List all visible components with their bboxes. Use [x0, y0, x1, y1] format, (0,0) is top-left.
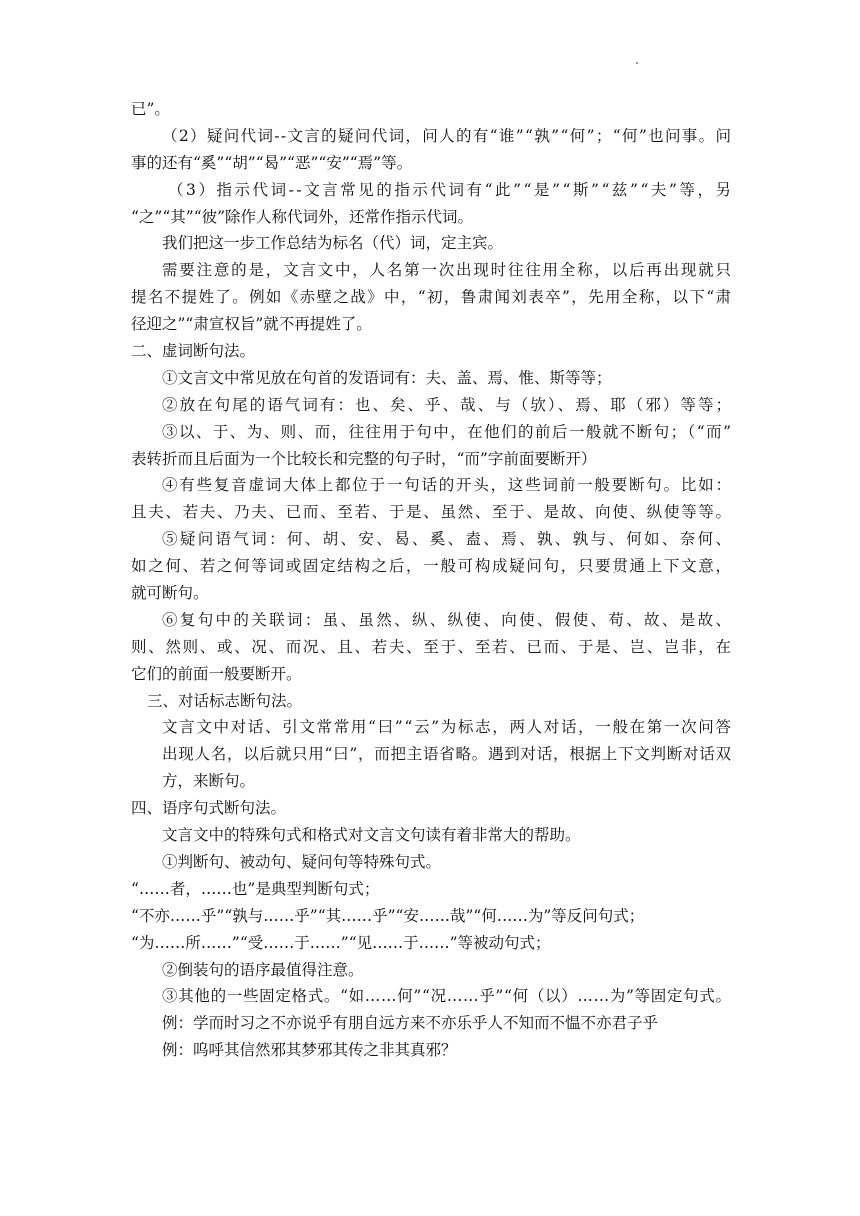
- text-line: “不亦……乎”“孰与……乎”“其……乎”“安……哉”“何……为”等反问句式；: [131, 906, 645, 925]
- text-line: （2）疑问代词--文言的疑问代词，问人的有“谁”“孰”“何”；“何”也问事。问: [162, 126, 733, 145]
- text-line: 方，来断句。: [162, 772, 256, 791]
- text-line: ①文言文中常见放在句首的发语词有：夫、盖、焉、惟、斯等等；: [162, 368, 612, 387]
- text-line: 如之何、若之何等词或固定结构之后，一般可构成疑问句，只要贯通上下文意，: [131, 557, 733, 576]
- text-line: ⑥复句中的关联词：虽、虽然、纵、纵使、向使、假使、苟、故、是故、: [162, 610, 734, 629]
- text-line: 径迎之”“肃宣权旨”就不再提姓了。: [131, 315, 372, 334]
- text-line: 出现人名，以后就只用“曰”，而把主语省略。遇到对话，根据上下文判断对话双: [162, 745, 732, 764]
- text-line: 二、虚词断句法。: [131, 342, 256, 361]
- header-dot: [636, 62, 638, 64]
- text-line: 则、然则、或、况、而况、且、若夫、至于、至若、已而、于是、岂、岂非，在: [131, 637, 733, 656]
- text-line: 例：呜呼其信然邪其梦邪其传之非其真邪？: [162, 1041, 457, 1060]
- text-line: “……者，……也”是典型判断句式；: [131, 879, 380, 898]
- text-line: 就可断句。: [131, 584, 209, 603]
- text-line: 文言文中对话、引文常常用“曰”“云”为标志，两人对话，一般在第一次问答: [162, 718, 733, 737]
- text-line: 我们把这一步工作总结为标名（代）词，定主宾。: [162, 234, 504, 253]
- text-line: ⑤疑问语气词：何、胡、安、曷、奚、盍、焉、孰、孰与、何如、奈何、: [162, 530, 734, 549]
- text-line: 它们的前面一般要断开。: [131, 664, 302, 683]
- text-line: ③其他的一些固定格式。“如……何”“况……乎”“何（以）……为”等固定句式。: [162, 987, 732, 1006]
- text-line: 事的还有“奚”“胡”“曷”“恶”“安”“焉”等。: [131, 153, 413, 172]
- text-line: “之”“其”“彼”除作人称代词外，还常作指示代词。: [131, 207, 474, 226]
- text-line: 且夫、若夫、乃夫、已而、至若、于是、虽然、至于、是故、向使、纵使等等。: [131, 503, 733, 522]
- text-line: （3）指示代词--文言常见的指示代词有“此”“是”“斯”“兹”“夫”等，另: [168, 180, 734, 199]
- document-body: [131, 96, 734, 1064]
- text-line: 已”。: [131, 100, 170, 118]
- text-line: 文言文中的特殊句式和格式对文言文句读有着非常大的帮助。: [162, 826, 581, 845]
- text-line: “为……所……”“受……于……”“见……于……”等被动句式；: [131, 933, 551, 952]
- text-line: 三、对话标志断句法。: [147, 691, 303, 710]
- text-line: ③以、于、为、则、而，往往用于句中，在他们的前后一般就不断句；（“而”: [162, 422, 733, 441]
- text-line: 例：学而时习之不亦说乎有朋自远方来不亦乐乎人不知而不愠不亦君子乎: [162, 1014, 659, 1033]
- text-line: ①判断句、被动句、疑问句等特殊句式。: [162, 852, 442, 871]
- text-line: 四、语序句式断句法。: [131, 799, 287, 818]
- text-line: ②倒装句的语序最值得注意。: [162, 960, 364, 979]
- text-line: 表转折而且后面为一个比较长和完整的句子时，“而”字前面要断开）: [131, 449, 597, 468]
- text-line: 提名不提姓了。例如《赤壁之战》中，“初，鲁肃闻刘表卒”，先用全称，以下“肃: [131, 288, 733, 307]
- text-line: 需要注意的是，文言文中，人名第一次出现时往往用全称，以后再出现就只: [162, 261, 733, 280]
- text-line: ④有些复音虚词大体上都位于一句话的开头，这些词前一般要断句。比如：: [162, 476, 733, 495]
- text-line: ②放在句尾的语气词有：也、矣、乎、哉、与（欤）、焉、耶（邪）等等；: [162, 395, 734, 414]
